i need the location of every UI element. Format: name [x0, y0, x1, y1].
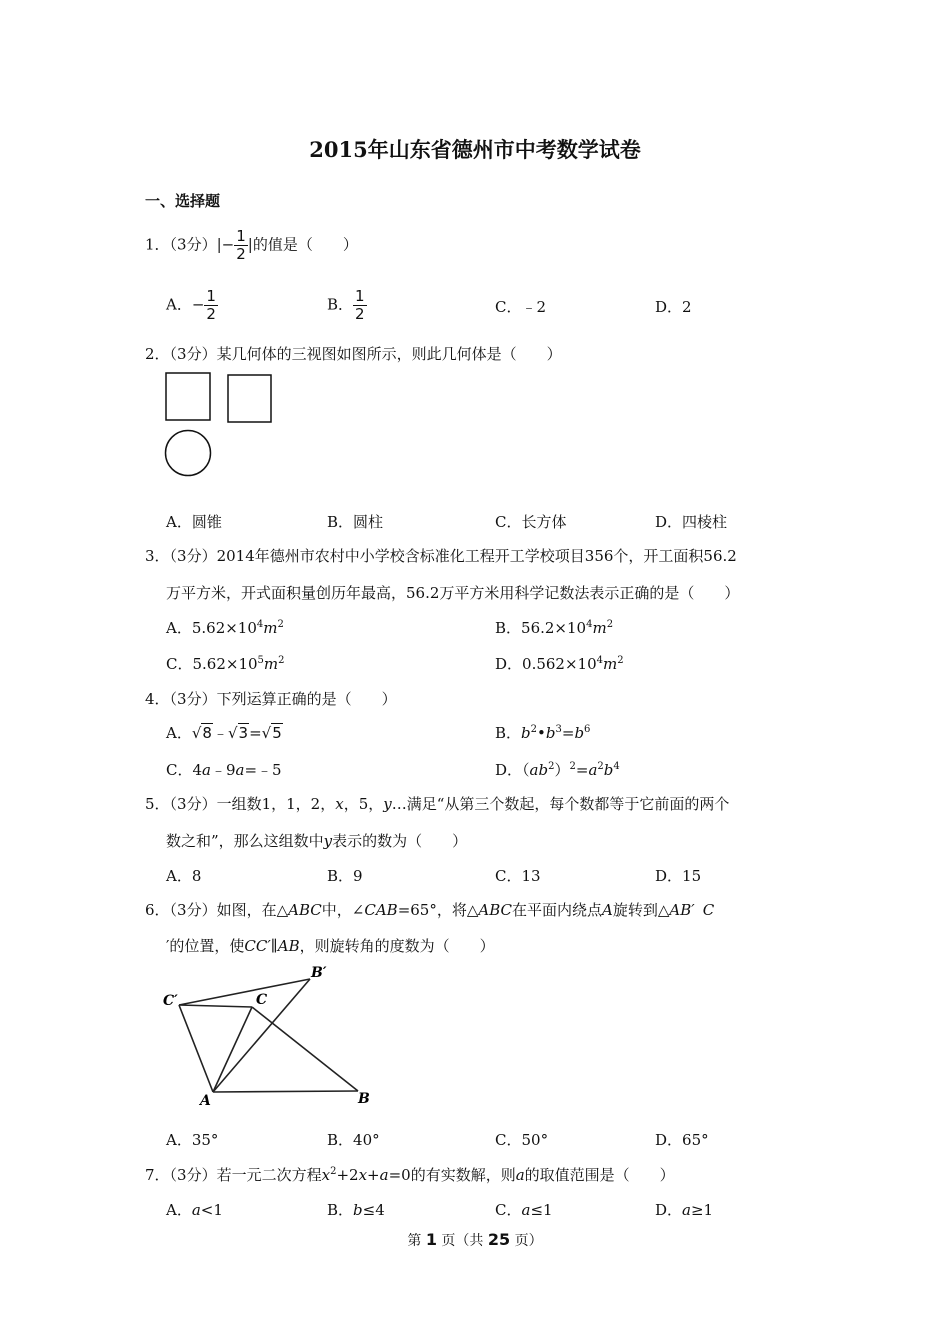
option-d: D．四棱柱 [655, 513, 728, 531]
question-score: （3分） [169, 235, 217, 254]
segment-c-prime-c [179, 1005, 252, 1007]
option-d: D．$0.562\times 10^4m^2$ [495, 655, 624, 673]
segment-a-c [213, 1007, 252, 1092]
sqrt-expression: √3 [227, 724, 249, 742]
option-a: A．√8﹣√3=√5 [166, 724, 282, 742]
option-d: D．$(ab^2)^2=a^2b^4$ [495, 761, 620, 779]
question-text: 某几何体的三视图如图所示，则此几何体是（ ） [216, 345, 562, 363]
question-number: 5． [145, 795, 170, 813]
page-title: 2015年山东省德州市中考数学试卷 [309, 137, 641, 162]
question-text: 下列运算正确的是（ ） [216, 690, 397, 708]
option-d: D．65° [655, 1131, 709, 1149]
question-6-line-2: ′的位置，使CC′∥AB，则旋转角的度数为（ ） [166, 937, 495, 955]
option-c: C．$5.62\times 10^5m^2$ [166, 655, 285, 673]
label-c-prime: C′ [163, 993, 178, 1009]
question-2 [145, 343, 562, 364]
segment-a-b [213, 1091, 358, 1092]
option-b: B．40° [327, 1131, 380, 1149]
option-d: D．2 [655, 298, 692, 316]
option-d: D．a≥1 [655, 1201, 714, 1219]
question-text: 2014年德州市农村中小学校含标准化工程开工学校项目356个，开工面积56.2 [216, 547, 737, 565]
option-c: C．a≤1 [495, 1201, 553, 1219]
option-b: B．9 [327, 867, 363, 885]
question-7: 7．（3分）若一元二次方程$x^2+2x+a=0$的有实数解，则a的取值范围是（ ） [145, 1166, 675, 1184]
option-c: C．13 [495, 867, 541, 885]
question-3 [145, 545, 737, 566]
question-5-line-2: 数之和”，那么这组数中y表示的数为（ ） [166, 832, 468, 850]
option-c: C．4a﹣9a=﹣5 [166, 761, 282, 779]
option-b: B．$b^2•b^3=b^6$ [495, 724, 591, 742]
option-a: A．$5.62\times 10^4m^2$ [166, 619, 284, 637]
side-view-square [228, 375, 271, 422]
question-text: 的值是（ ） [252, 235, 358, 254]
option-a: A．a<1 [166, 1201, 223, 1219]
question-number: 3． [145, 547, 170, 565]
option-b: B．$56.2\times 10^4m^2$ [495, 619, 614, 637]
question-score: （3分） [169, 795, 217, 813]
question-score: （3分） [169, 901, 217, 919]
label-b-prime: B′ [311, 965, 327, 981]
label-a: A [200, 1093, 211, 1109]
option-a: A．− $\frac{1}{2}$ [166, 287, 216, 323]
option-b: B．b≤4 [327, 1201, 385, 1219]
minus-sign: − [221, 235, 235, 254]
abs-close: | [247, 235, 253, 254]
option-b: B． $\frac{1}{2}$ [327, 287, 365, 323]
option-a: A．圆锥 [166, 513, 222, 531]
fraction: $\frac{1}{2}$ [236, 227, 246, 263]
fraction: $\frac{1}{2}$ [206, 287, 216, 323]
sqrt-expression: √5 [261, 724, 282, 742]
current-page: 1 [425, 1230, 437, 1249]
question-score: （3分） [169, 547, 217, 565]
label-c: C [256, 992, 268, 1008]
question-score: （3分） [169, 1166, 217, 1184]
page-footer: 第 1 页（共 25 页） [407, 1230, 543, 1249]
question-number: 4． [145, 690, 170, 708]
question-number: 1． [145, 235, 170, 254]
section-heading: 一、选择题 [145, 192, 221, 210]
three-view-figure [160, 370, 280, 480]
option-d: D．15 [655, 867, 702, 885]
question-3-line-2: 万平方米，开式面积量创历年最高，56.2万平方米用科学记数法表示正确的是（ ） [166, 584, 740, 602]
top-view-circle [166, 431, 211, 476]
option-c: C．50° [495, 1131, 549, 1149]
sqrt-expression: √8 [191, 724, 212, 742]
option-a: A．35° [166, 1131, 219, 1149]
question-number: 2． [145, 345, 170, 363]
question-5: 5．（3分）一组数1，1，2，x，5，y…满足“从第三个数起，每个数都等于它前面的两个 [145, 795, 730, 813]
segment-c-prime-a [179, 1005, 213, 1092]
question-score: （3分） [169, 690, 217, 708]
option-c: C．长方体 [495, 513, 567, 531]
total-pages: 25 [487, 1230, 511, 1249]
segment-c-b [252, 1007, 358, 1091]
option-c: C．﹣2 [495, 298, 547, 316]
question-6: 6．（3分）如图，在△ABC中，∠CAB=65°，将△ABC在平面内绕点A旋转到△AB′ C [145, 901, 715, 919]
abs-open: | [216, 235, 222, 254]
label-b: B [358, 1091, 370, 1107]
rotation-figure [155, 955, 385, 1115]
option-a: A．8 [166, 867, 202, 885]
question-1 [145, 228, 358, 263]
question-4 [145, 688, 397, 709]
option-b: B．圆柱 [327, 513, 384, 531]
question-number: 7． [145, 1166, 170, 1184]
fraction: $\frac{1}{2}$ [355, 287, 365, 323]
front-view-square [166, 373, 210, 420]
question-score: （3分） [169, 345, 217, 363]
question-number: 6． [145, 901, 170, 919]
